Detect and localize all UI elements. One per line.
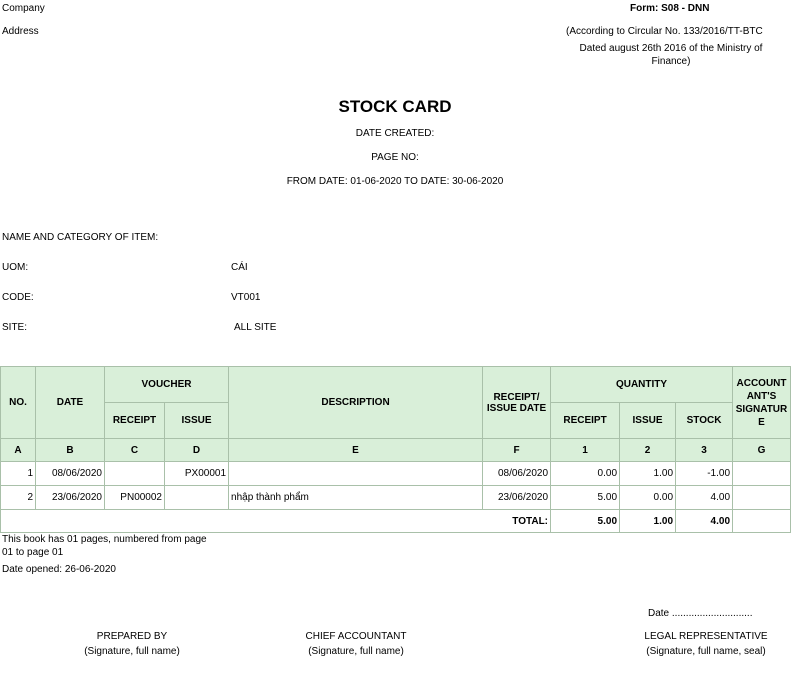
code-3: 3 [676,439,733,462]
header-accountant-signature: ACCOUNT ANT'S SIGNATUR E [733,367,791,439]
code-c: C [105,439,165,462]
company-label: Company [2,3,45,14]
chief-accountant-signature-note: (Signature, full name) [308,646,404,657]
site-value: ALL SITE [234,322,277,333]
circular-line-2: Dated august 26th 2016 of the Ministry of [579,43,763,54]
header-voucher: VOUCHER [105,367,229,403]
row-issue-voucher [165,486,229,510]
row-signature [733,486,791,510]
header-description: DESCRIPTION [229,367,483,439]
total-signature [733,510,791,533]
row-quantity-issue: 0.00 [620,486,676,510]
address-label: Address [2,26,39,37]
page-no: PAGE NO: [371,152,419,163]
circular-line-3: Finance) [651,56,691,67]
page-title: STOCK CARD [338,97,452,116]
row-receipt-issue-date: 23/06/2020 [483,486,551,510]
total-stock: 4.00 [676,510,733,533]
chief-accountant-title: CHIEF ACCOUNTANT [305,631,407,642]
header-quantity-issue: ISSUE [620,403,676,439]
row-date: 08/06/2020 [36,462,105,486]
site-label: SITE: [2,322,28,333]
code-b: B [36,439,105,462]
stock-table [0,366,791,533]
row-no: 1 [1,462,36,486]
code-2: 2 [620,439,676,462]
header-receipt-issue-date-line2: ISSUE DATE [486,402,547,414]
header-quantity-stock: STOCK [676,403,733,439]
row-quantity-receipt: 0.00 [551,462,620,486]
code-f: F [483,439,551,462]
row-date: 23/06/2020 [36,486,105,510]
row-quantity-receipt: 5.00 [551,486,620,510]
code-a: A [1,439,36,462]
code-g: G [733,439,791,462]
row-quantity-stock: 4.00 [676,486,733,510]
date-created: DATE CREATED: [355,128,435,139]
sign-date-line: Date ............................. [648,608,753,619]
row-description: nhập thành phẩm [229,486,483,510]
form-code: Form: S08 - DNN [630,3,710,14]
date-opened: Date opened: 26-06-2020 [2,564,116,575]
header-date: DATE [36,367,105,439]
table-row [1,462,791,486]
uom-value: CÁI [231,262,248,273]
prepared-by-title: PREPARED BY [96,631,168,642]
header-receipt-issue-date-line1: RECEIPT/ [493,391,540,403]
header-quantity-receipt: RECEIPT [551,403,620,439]
row-no: 2 [1,486,36,510]
prepared-by-signature-note: (Signature, full name) [84,646,180,657]
book-pages-line1: This book has 01 pages, numbered from page [2,534,207,545]
row-receipt-issue-date: 08/06/2020 [483,462,551,486]
row-receipt-voucher [105,462,165,486]
code-value: VT001 [231,292,261,303]
row-quantity-stock: -1.00 [676,462,733,486]
item-name-label: NAME AND CATEGORY OF ITEM: [2,232,159,243]
legal-representative-title: LEGAL REPRESENTATIVE [644,631,768,642]
period: FROM DATE: 01-06-2020 TO DATE: 30-06-2020 [286,176,504,187]
row-receipt-voucher: PN00002 [105,486,165,510]
header-no: NO. [1,367,36,439]
header-receipt-issue-date [483,367,551,439]
total-row [1,510,791,533]
table-row [1,486,791,510]
header-voucher-issue: ISSUE [165,403,229,439]
circular-line-1: (According to Circular No. 133/2016/TT-BTC [566,26,763,37]
code-e: E [229,439,483,462]
row-description [229,462,483,486]
code-d: D [165,439,229,462]
book-pages-line2: 01 to page 01 [2,547,64,558]
row-issue-voucher: PX00001 [165,462,229,486]
header-quantity: QUANTITY [551,367,733,403]
row-signature [733,462,791,486]
header-voucher-receipt: RECEIPT [105,403,165,439]
total-receipt: 5.00 [551,510,620,533]
row-quantity-issue: 1.00 [620,462,676,486]
uom-label: UOM: [2,262,29,273]
code-1: 1 [551,439,620,462]
total-label: TOTAL: [1,510,551,533]
code-label: CODE: [2,292,34,303]
total-issue: 1.00 [620,510,676,533]
legal-representative-signature-note: (Signature, full name, seal) [646,646,766,657]
